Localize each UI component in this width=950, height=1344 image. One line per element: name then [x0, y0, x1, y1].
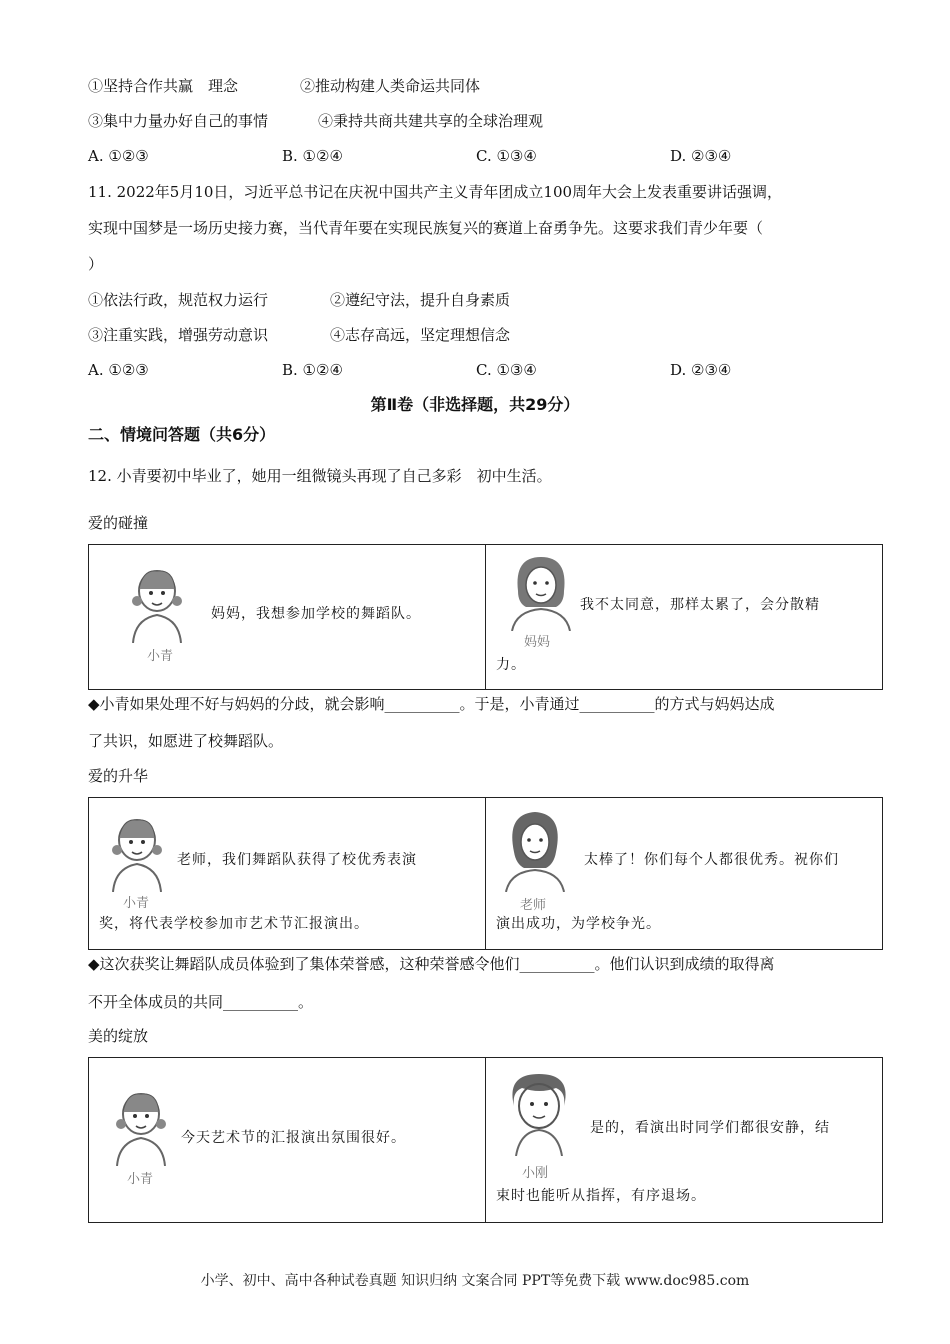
- q11-option-2: ②遵纪守法，提升自身素质: [330, 291, 511, 309]
- q10-option-3: ③集中力量办好自己的事情: [88, 112, 269, 130]
- scene1-question-line-1: ◆小青如果处理不好与妈妈的分歧，就会影响__________。于是，小青通过__________的方式与妈妈达成: [88, 695, 775, 713]
- q10-choice-a: A. ①②③: [88, 147, 149, 165]
- scene1-right-cell: [485, 545, 882, 689]
- q11-choice-d: D. ②③④: [670, 361, 732, 379]
- q10-option-4: ④秉持共商共建共享的全球治理观: [318, 112, 544, 130]
- scene1-right-text-2: 力。: [496, 657, 526, 673]
- q11-option-4: ④志存高远，坚定理想信念: [330, 326, 511, 344]
- q11-stem-line-2: 实现中国梦是一场历史接力赛，当代青年要在实现民族复兴的赛道上奋勇争先。这要求我们青少年要（: [88, 219, 764, 237]
- scene3-right-label: 小刚: [522, 1166, 549, 1181]
- q11-stem-line-1: 11. 2022年5月10日，习近平总书记在庆祝中国共产主义青年团成立100周年大会上发表重要讲话强调，: [88, 183, 783, 201]
- scene2-question-line-1: ◆这次获奖让舞蹈队成员体验到了集体荣誉感，这种荣誉感令他们__________。他们认识到成绩的取得离: [88, 955, 775, 973]
- q10-option-2: ②推动构建人类命运共同体: [300, 77, 481, 95]
- scene2-right-cell: [485, 798, 882, 949]
- q10-option-1: ①坚持合作共赢 理念: [88, 77, 239, 95]
- scene2-left-label: 小青: [123, 896, 150, 911]
- q12-stem: 12. 小青要初中毕业了，她用一组微镜头再现了自己多彩 初中生活。: [88, 467, 552, 485]
- q11-choice-b: B. ①②④: [282, 361, 343, 379]
- scene2-left-cell: [89, 798, 485, 949]
- teacher-illustration: [500, 806, 570, 892]
- scene2-right-text-1: 太棒了！你们每个人都很优秀。祝你们: [584, 852, 839, 868]
- scene1-left-text: 妈妈，我想参加学校的舞蹈队。: [211, 606, 421, 622]
- girl-illustration: [105, 812, 169, 892]
- q10-choice-c: C. ①③④: [476, 147, 537, 165]
- q11-option-3: ③注重实践，增强劳动意识: [88, 326, 269, 344]
- q11-option-1: ①依法行政，规范权力运行: [88, 291, 269, 309]
- scene3-left-text: 今天艺术节的汇报演出氛围很好。: [181, 1130, 406, 1146]
- q10-choice-d: D. ②③④: [670, 147, 732, 165]
- scene3-title: 美的绽放: [88, 1027, 149, 1045]
- scene1-panel: [88, 544, 883, 690]
- scene3-left-cell: [89, 1058, 485, 1222]
- scene3-right-text-2: 束时也能听从指挥，有序退场。: [496, 1188, 706, 1204]
- scene2-question-line-2: 不开全体成员的共同__________。: [88, 993, 314, 1011]
- scene1-question-line-2: 了共识，如愿进了校舞蹈队。: [88, 732, 284, 750]
- scene1-title: 爱的碰撞: [88, 514, 149, 532]
- scene2-right-text-2: 演出成功，为学校争光。: [496, 916, 661, 932]
- boy-illustration: [496, 1066, 582, 1156]
- mother-illustration: [506, 551, 576, 631]
- scene1-left-label: 小青: [147, 649, 174, 664]
- page-footer: 小学、初中、高中各种试卷真题 知识归纳 文案合同 PPT等免费下载 www.doc985.com: [200, 1273, 750, 1289]
- q10-choice-b: B. ①②④: [282, 147, 343, 165]
- scene2-left-text-2: 奖，将代表学校参加市艺术节汇报演出。: [99, 916, 369, 932]
- scene3-panel: [88, 1057, 883, 1223]
- q11-stem-line-3: ）: [88, 255, 104, 273]
- scene2-left-text-1: 老师，我们舞蹈队获得了校优秀表演: [177, 852, 417, 868]
- section2-title: 二、情境问答题（共6分）: [88, 425, 276, 444]
- scene1-left-cell: [89, 545, 485, 689]
- part2-title: 第Ⅱ卷（非选择题，共29分）: [370, 395, 580, 414]
- girl-illustration: [125, 563, 189, 643]
- q11-choice-a: A. ①②③: [88, 361, 149, 379]
- scene2-panel: [88, 797, 883, 950]
- q11-choice-c: C. ①③④: [476, 361, 537, 379]
- scene2-right-label: 老师: [520, 898, 547, 913]
- scene3-right-cell: [485, 1058, 882, 1222]
- scene3-right-text-1: 是的，看演出时同学们都很安静，结: [590, 1120, 830, 1136]
- scene1-right-label: 妈妈: [524, 635, 551, 650]
- scene2-title: 爱的升华: [88, 767, 149, 785]
- girl-illustration: [109, 1086, 173, 1166]
- scene1-right-text-1: 我不太同意，那样太累了，会分散精: [580, 597, 820, 613]
- scene3-left-label: 小青: [127, 1172, 154, 1187]
